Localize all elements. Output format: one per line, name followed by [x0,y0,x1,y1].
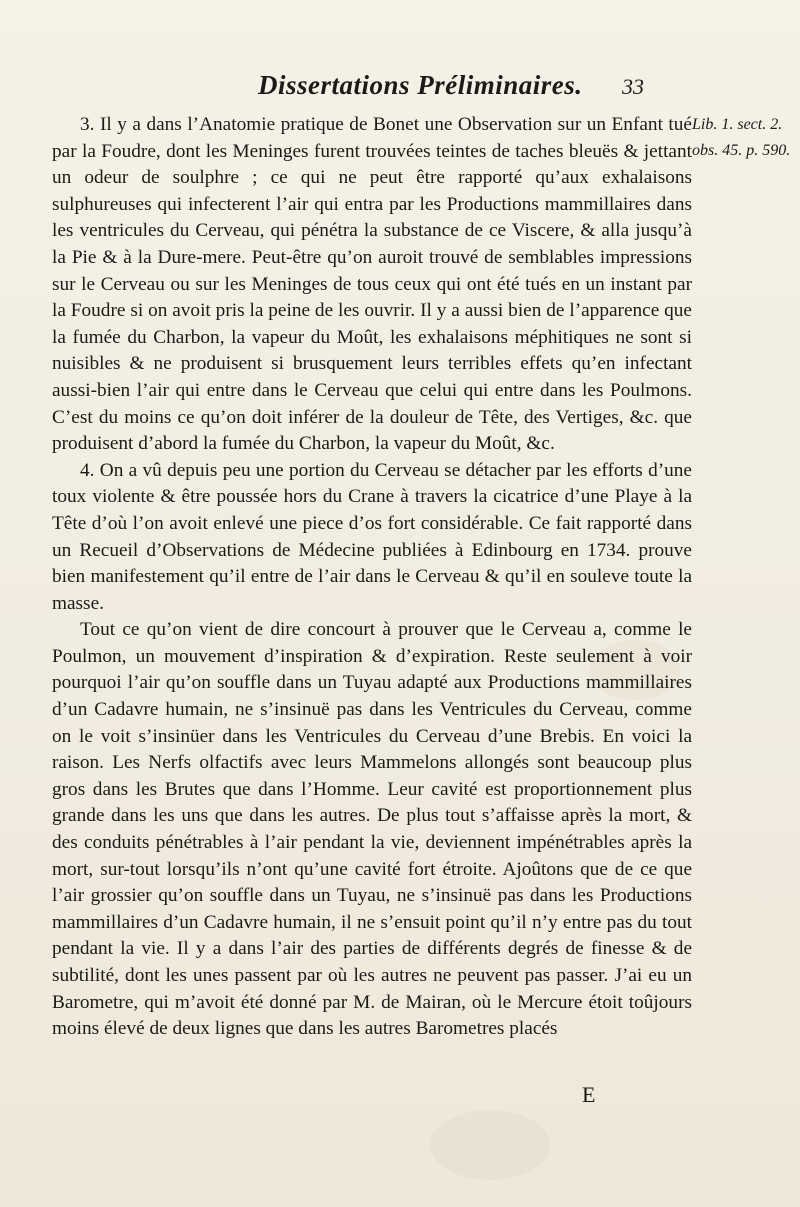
margin-note-reference: obs. 45. p. 590. [692,142,791,159]
paragraph: 3. Il y a dans l’Anatomie pratique de Bonet une Observation sur un Enfant tué par la Foudre, dont les Meninges furent trouvées teintes de taches bleuës & jettant un odeur de soulphre ; ce qui ne peut être rapporté qu’aux exhalaisons sulphureuses qui infecterent l’air qui entra par les Productions mammillaires dans les ventricules du Cerveau, qui pénétra la substance de ce Viscere, & alla jusqu’à la Pie & à la Dure-mere. Peut-être qu’on auroit trouvé de semblables impressions sur le Cerveau ou sur les Meninges de tous ceux qui ont été tués en un instant par la Foudre si on avoit pris la peine de les ouvrir. Il y a aussi bien de l’apparence que la fumée du Charbon, la vapeur du Moût, les exhalaisons méphitiques ne sont si nuisibles & ne produisent si brusquement leurs terribles effets qu’en infectant aussi-bien l’air qui entre dans le Cerveau que celui qui entre dans les Poulmons. C’est du moins ce qu’on doit inférer de la douleur de Tête, des Vertiges, &c. que produisent d’abord la fumée du Charbon, la vapeur du Moût, &c. [52,114,692,455]
catchword: E [582,1082,596,1107]
paragraph: 4. On a vû depuis peu une portion du Cerveau se détacher par les efforts d’une toux violente & être poussée hors du Crane à travers la cicatrice d’une Playe à la Tête d’où l’on avoit enlevé une piece d’os fort considérable. Ce fait rapporté dans un Recueil d’Observations de Médecine publiées à Edinbourg en 1734. prouve bien manifestement qu’il entre de l’air dans le Cerveau & qu’il en souleve toute la masse. [52,459,692,614]
page-number: 33 [622,74,644,99]
margin-note-reference: Lib. 1. sect. 2. [692,116,783,133]
running-head [0,70,800,110]
running-title: Dissertations Préliminaires. [258,70,583,100]
body-text [52,112,692,1043]
paper-stain [430,1110,550,1180]
paragraph: Tout ce qu’on vient de dire concourt à prouver que le Cerveau a, comme le Poulmon, un mouvement d’inspiration & d’expiration. Reste seulement à voir pourquoi l’air qu’on souffle dans un Tuyau adapté aux Productions mammillaires d’un Cadavre humain, ne s’insinuë pas dans les Ventricules du Cerveau, comme on le voit s’insinüer dans les Ventricules du Cerveau d’une Brebis. En voici la raison. Les Nerfs olfactifs avec leurs Mammelons allongés sont beaucoup plus gros dans les Brutes que dans l’Homme. Leur cavité est proportionnement plus grande dans les uns que dans les autres. De plus tout s’affaisse après la mort, & des conduits pénétrables à l’air pendant la vie, deviennent impénétrables après la mort, sur-tout lorsqu’ils n’ont qu’une cavité fort étroite. Ajoûtons que de ce que l’air grossier qu’on souffle dans un Tuyau, ne s’insinuë pas dans les Productions mammillaires d’un Cadavre humain, il ne s’ensuit point qu’il n’y entre pas du tout pendant la vie. Il y a dans l’air des parties de différents degrés de finesse & de subtilité, dont les unes passent par où les autres ne peuvent pas passer. J’ai eu un Barometre, qui m’avoit été donné par M. de Mairan, où le Mercure étoit toûjours moins élevé de deux lignes que dans les autres Barometres placés [52,619,692,1040]
